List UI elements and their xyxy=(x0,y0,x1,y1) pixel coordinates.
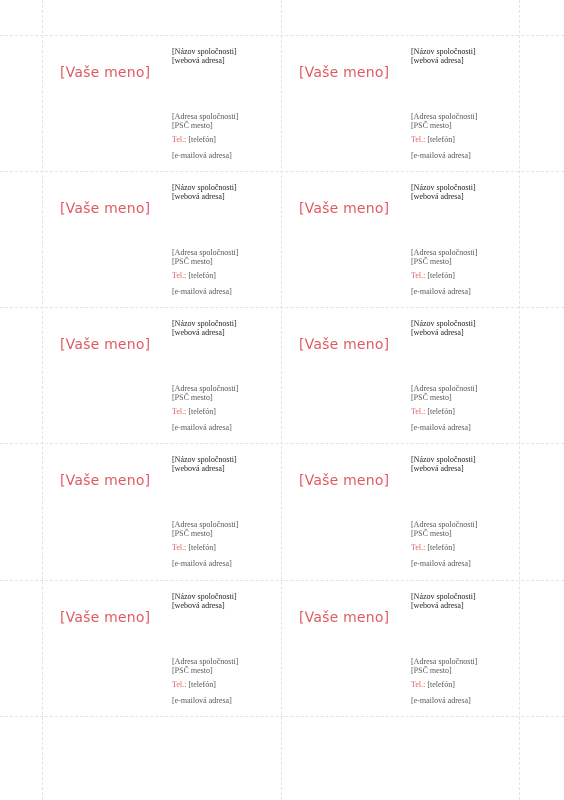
card-email[interactable]: [e-mailová adresa] xyxy=(411,559,471,568)
card-web-address[interactable]: [webová adresa] xyxy=(172,328,225,337)
business-card[interactable] xyxy=(281,580,519,716)
card-web-address[interactable]: [webová adresa] xyxy=(172,464,225,473)
card-zip-city[interactable]: [PSČ mesto] xyxy=(411,529,452,538)
card-company[interactable]: [Názov spoločnosti] xyxy=(172,47,237,56)
card-email[interactable]: [e-mailová adresa] xyxy=(172,423,232,432)
card-company[interactable]: [Názov spoločnosti] xyxy=(411,319,476,328)
card-phone[interactable]: [telefón] xyxy=(188,543,216,552)
card-phone-label: Tel.: xyxy=(172,680,187,689)
card-zip-city[interactable]: [PSČ mesto] xyxy=(411,257,452,266)
card-name[interactable]: [Vaše meno] xyxy=(299,337,390,353)
business-card[interactable] xyxy=(42,35,280,171)
card-web-address[interactable]: [webová adresa] xyxy=(411,192,464,201)
card-name[interactable]: [Vaše meno] xyxy=(60,65,151,81)
card-phone-label: Tel.: xyxy=(411,543,426,552)
card-phone-line[interactable] xyxy=(411,543,455,552)
card-phone-line[interactable] xyxy=(172,271,216,280)
business-card[interactable] xyxy=(281,171,519,307)
card-phone-line[interactable] xyxy=(172,680,216,689)
card-phone-label: Tel.: xyxy=(172,407,187,416)
card-address[interactable]: [Adresa spoločnosti] xyxy=(411,112,478,121)
card-email[interactable]: [e-mailová adresa] xyxy=(172,287,232,296)
card-address[interactable]: [Adresa spoločnosti] xyxy=(411,248,478,257)
card-company[interactable]: [Názov spoločnosti] xyxy=(172,592,237,601)
card-phone[interactable]: [telefón] xyxy=(188,680,216,689)
card-company[interactable]: [Názov spoločnosti] xyxy=(411,183,476,192)
card-phone-line[interactable] xyxy=(172,543,216,552)
card-zip-city[interactable]: [PSČ mesto] xyxy=(172,121,213,130)
card-email[interactable]: [e-mailová adresa] xyxy=(411,287,471,296)
card-phone-line[interactable] xyxy=(411,680,455,689)
card-zip-city[interactable]: [PSČ mesto] xyxy=(172,393,213,402)
card-phone-label: Tel.: xyxy=(411,680,426,689)
card-name[interactable]: [Vaše meno] xyxy=(299,65,390,81)
card-name[interactable]: [Vaše meno] xyxy=(60,337,151,353)
business-card[interactable] xyxy=(42,171,280,307)
card-phone[interactable]: [telefón] xyxy=(427,543,455,552)
card-phone-line[interactable] xyxy=(411,135,455,144)
card-email[interactable]: [e-mailová adresa] xyxy=(411,151,471,160)
card-company[interactable]: [Názov spoločnosti] xyxy=(411,455,476,464)
card-phone-line[interactable] xyxy=(411,271,455,280)
card-zip-city[interactable]: [PSČ mesto] xyxy=(172,257,213,266)
card-web-address[interactable]: [webová adresa] xyxy=(411,328,464,337)
card-web-address[interactable]: [webová adresa] xyxy=(172,56,225,65)
card-phone[interactable]: [telefón] xyxy=(188,271,216,280)
card-web-address[interactable]: [webová adresa] xyxy=(172,601,225,610)
card-name[interactable]: [Vaše meno] xyxy=(299,610,390,626)
card-web-address[interactable]: [webová adresa] xyxy=(411,601,464,610)
card-phone[interactable]: [telefón] xyxy=(427,407,455,416)
cut-guide-horizontal xyxy=(0,716,564,717)
card-phone-label: Tel.: xyxy=(172,543,187,552)
card-email[interactable]: [e-mailová adresa] xyxy=(411,696,471,705)
card-phone-label: Tel.: xyxy=(411,135,426,144)
card-name[interactable]: [Vaše meno] xyxy=(299,201,390,217)
card-address[interactable]: [Adresa spoločnosti] xyxy=(411,520,478,529)
card-company[interactable]: [Názov spoločnosti] xyxy=(172,455,237,464)
card-zip-city[interactable]: [PSČ mesto] xyxy=(411,393,452,402)
cut-guide-vertical xyxy=(519,0,520,800)
card-name[interactable]: [Vaše meno] xyxy=(60,201,151,217)
card-address[interactable]: [Adresa spoločnosti] xyxy=(172,112,239,121)
card-phone-label: Tel.: xyxy=(172,135,187,144)
card-phone-line[interactable] xyxy=(172,407,216,416)
card-phone[interactable]: [telefón] xyxy=(188,407,216,416)
card-address[interactable]: [Adresa spoločnosti] xyxy=(172,657,239,666)
business-card[interactable] xyxy=(42,443,280,579)
card-phone-label: Tel.: xyxy=(172,271,187,280)
card-zip-city[interactable]: [PSČ mesto] xyxy=(411,121,452,130)
card-phone-line[interactable] xyxy=(172,135,216,144)
card-company[interactable]: [Názov spoločnosti] xyxy=(411,592,476,601)
card-phone-label: Tel.: xyxy=(411,407,426,416)
card-zip-city[interactable]: [PSČ mesto] xyxy=(411,666,452,675)
card-web-address[interactable]: [webová adresa] xyxy=(411,464,464,473)
card-address[interactable]: [Adresa spoločnosti] xyxy=(172,520,239,529)
card-phone-line[interactable] xyxy=(411,407,455,416)
business-card[interactable] xyxy=(281,35,519,171)
card-phone-label: Tel.: xyxy=(411,271,426,280)
card-phone[interactable]: [telefón] xyxy=(427,680,455,689)
business-card[interactable] xyxy=(42,307,280,443)
card-phone[interactable]: [telefón] xyxy=(427,271,455,280)
card-zip-city[interactable]: [PSČ mesto] xyxy=(172,529,213,538)
card-address[interactable]: [Adresa spoločnosti] xyxy=(172,248,239,257)
card-zip-city[interactable]: [PSČ mesto] xyxy=(172,666,213,675)
card-email[interactable]: [e-mailová adresa] xyxy=(172,696,232,705)
card-web-address[interactable]: [webová adresa] xyxy=(172,192,225,201)
card-email[interactable]: [e-mailová adresa] xyxy=(172,151,232,160)
card-company[interactable]: [Názov spoločnosti] xyxy=(411,47,476,56)
card-company[interactable]: [Názov spoločnosti] xyxy=(172,183,237,192)
card-email[interactable]: [e-mailová adresa] xyxy=(172,559,232,568)
card-company[interactable]: [Názov spoločnosti] xyxy=(172,319,237,328)
business-card[interactable] xyxy=(281,443,519,579)
card-email[interactable]: [e-mailová adresa] xyxy=(411,423,471,432)
business-card[interactable] xyxy=(42,580,280,716)
card-name[interactable]: [Vaše meno] xyxy=(60,473,151,489)
card-web-address[interactable]: [webová adresa] xyxy=(411,56,464,65)
card-name[interactable]: [Vaše meno] xyxy=(299,473,390,489)
card-phone[interactable]: [telefón] xyxy=(427,135,455,144)
card-address[interactable]: [Adresa spoločnosti] xyxy=(411,657,478,666)
card-address[interactable]: [Adresa spoločnosti] xyxy=(411,384,478,393)
card-address[interactable]: [Adresa spoločnosti] xyxy=(172,384,239,393)
card-name[interactable]: [Vaše meno] xyxy=(60,610,151,626)
card-phone[interactable]: [telefón] xyxy=(188,135,216,144)
business-card[interactable] xyxy=(281,307,519,443)
